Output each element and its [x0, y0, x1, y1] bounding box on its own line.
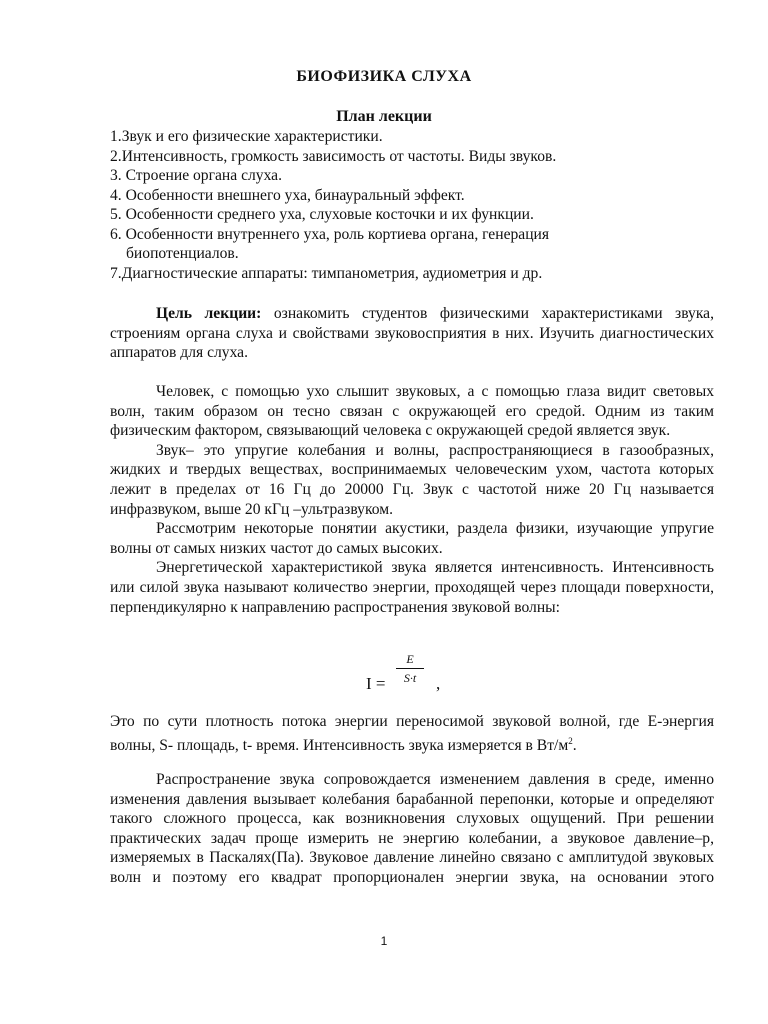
- plan-item: 4. Особенности внешнего уха, бинауральный эффект.: [110, 186, 465, 204]
- lecture-plan-list: [110, 127, 710, 283]
- formula-tail: ,: [436, 674, 441, 693]
- plan-item: 3. Строение органа слуха.: [110, 167, 282, 184]
- pressure-block: [110, 770, 714, 888]
- paragraph-intensity: Энергетической характеристикой звука является интенсивность. Интенсивность или силой звука называют количество энергии, проходящей через площади поверхности, перпендикулярно к направлению распространения звуковой волны:: [110, 559, 714, 616]
- flux-text: Это по сути плотность потока энергии переносимой звуковой волной, где Е-энергия волны, S- площадь, t- время. Интенсивность звука измеряется в Вт/м: [110, 713, 714, 754]
- plan-item: 6. Особенности внутреннего уха, роль кортиева органа, генерация: [110, 225, 550, 243]
- flux-superscript: 2: [568, 735, 573, 746]
- plan-heading: План лекции: [336, 108, 432, 125]
- formula-lhs: I =: [366, 674, 386, 693]
- main-text-block: [110, 382, 714, 617]
- plan-item: 5. Особенности среднего уха, слуховые косточки и их функции.: [110, 206, 534, 223]
- formula-denominator: S·t: [403, 671, 417, 685]
- formula-numerator: E: [406, 652, 414, 666]
- paragraph-pressure: Распространение звука сопровождается изменением давления в среде, именно изменения давления вызывает колебания барабанной перепонки, которые и определяют такого сложного процесса, как возникновения слуховых ощущений. При решении практических задач проще измерить не энергию колебании, а звуковое давление–р, измеряемых в Паскалях(Па). Звуковое давление линейно связано с амплитудой звуковых волн и поэтому его квадрат пропорционален энергии звука, на основании этого: [110, 771, 714, 886]
- goal-text: ознакомить студентов физическими характеристиками звука, строениям органа слуха и свойствами звуковосприятия в них. Изучить диагностических аппаратов для слуха.: [110, 305, 714, 362]
- intensity-formula: [366, 652, 476, 698]
- page-number: 1: [380, 934, 388, 948]
- document-title: БИОФИЗИКА СЛУХА: [296, 68, 472, 85]
- flux-block: [110, 712, 714, 755]
- paragraph-acoustics: Рассмотрим некоторые понятии акустики, раздела физики, изучающие упругие волны от самых низких частот до самых высоких.: [110, 520, 714, 557]
- plan-item: 7.Диагностические аппараты: тимпанометрия, аудиометрия и др.: [110, 264, 543, 282]
- goal-label: Цель лекции:: [156, 305, 262, 322]
- paragraph-flux: [110, 712, 714, 755]
- flux-end: .: [572, 736, 577, 754]
- paragraph-sound: Звук– это упругие колебания и волны, распространяющиеся в газообразных, жидких и твердых веществах, воспринимаемых человеческим ухом, частота которых лежит в пределах от 16 Гц до 20000 Гц. Звук с частотой ниже 20 Гц называется инфразвуком, выше 20 кГц –ультразвуком.: [110, 441, 714, 518]
- paragraph-human: Человек, с помощью ухо слышит звуковых, а с помощью глаза видит световых волн, таким образом он тесно связан с окружающей его средой. Одним из таким физическим фактором, связывающий человека с окружающей средой является звук.: [110, 383, 714, 440]
- goal-paragraph-block: [110, 304, 714, 363]
- plan-item: 2.Интенсивность, громкость зависимость от частоты. Виды звуков.: [110, 147, 557, 165]
- plan-item-continuation: биопотенциалов.: [126, 245, 239, 262]
- goal-paragraph: [110, 304, 714, 363]
- fraction-bar: [396, 668, 424, 669]
- formula-fraction: [396, 652, 424, 685]
- plan-item: 1.Звук и его физические характеристики.: [110, 128, 383, 145]
